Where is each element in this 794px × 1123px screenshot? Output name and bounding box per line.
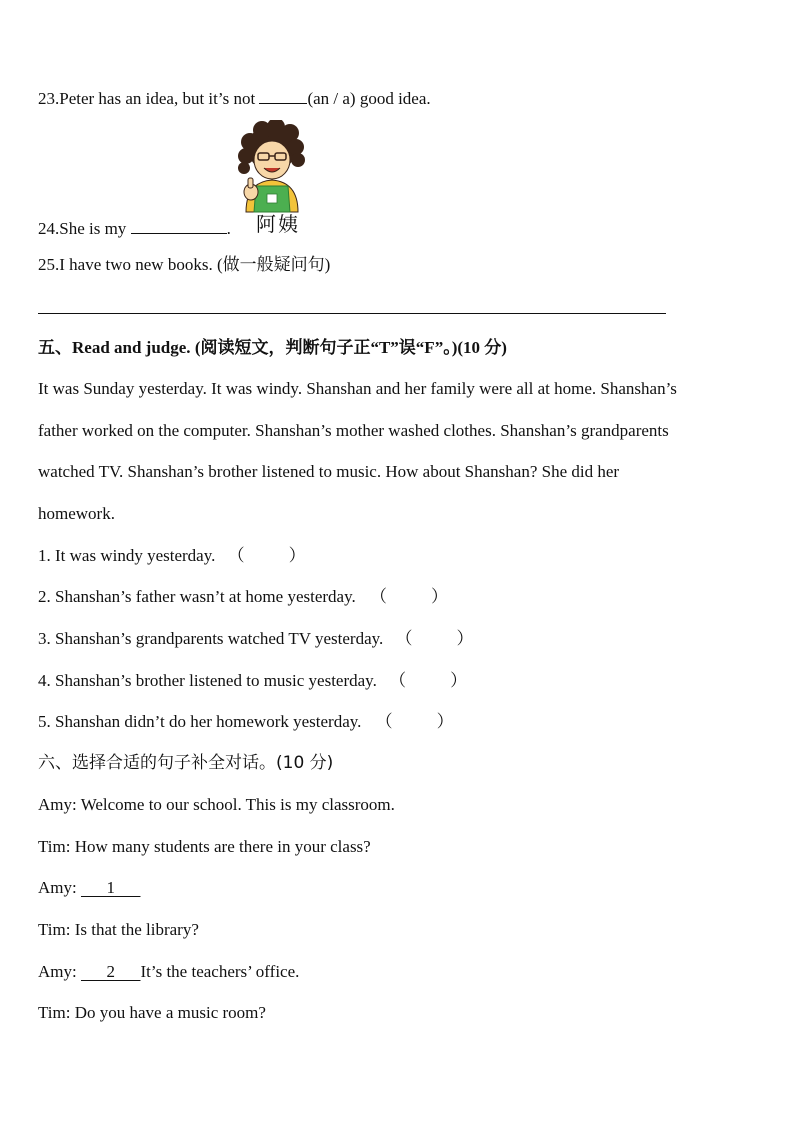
judge-question-text: 1. It was windy yesterday.: [38, 546, 216, 565]
dialogue-speaker: Tim:: [38, 837, 71, 856]
dialogue-speaker: Amy:: [38, 962, 77, 981]
q23-answer-blank[interactable]: [259, 87, 307, 104]
dialogue-blank-2[interactable]: 2: [106, 962, 115, 981]
judge-question-text: 5. Shanshan didn’t do her homework yesterday.: [38, 712, 362, 731]
judge-answer-bracket[interactable]: （ ）: [227, 546, 306, 565]
q23-prefix: 23.Peter has an idea, but it’s not: [38, 89, 256, 108]
dialogue-line: [38, 961, 299, 983]
section-5-title-cn: (阅读短文，判断句子正“T”误“F”。)(10 分): [194, 338, 507, 357]
section-5-title-en: Read and judge.: [72, 338, 191, 357]
section-5-heading: [38, 337, 507, 359]
dialogue-text: Is that the library?: [74, 920, 199, 939]
dialogue-blank-1[interactable]: 1: [106, 878, 115, 897]
passage-line: father worked on the computer. Shanshan’s mother washed clothes. Shanshan’s grandparents: [38, 421, 669, 440]
dialogue-speaker: Amy:: [38, 795, 77, 814]
judge-question-text: 4. Shanshan’s brother listened to music yesterday.: [38, 671, 377, 690]
question-25: 25.I have two new books. (做一般疑问句): [38, 255, 331, 274]
section-6-heading: 六、选择合适的句子补全对话。(10 分): [38, 753, 334, 773]
dialogue-line: [38, 1002, 266, 1024]
judge-question: [38, 586, 448, 608]
judge-question-text: 2. Shanshan’s father wasn’t at home yesterday.: [38, 587, 356, 606]
section-5-number: 五、: [38, 338, 72, 358]
dialogue-speaker: Tim:: [38, 1003, 71, 1022]
q24-suffix: .: [226, 219, 231, 238]
aunt-caption: 阿姨: [256, 212, 300, 236]
passage-line: homework.: [38, 504, 115, 523]
judge-question-text: 3. Shanshan’s grandparents watched TV yesterday.: [38, 629, 384, 648]
q23-suffix: (an / a) good idea.: [307, 89, 431, 108]
judge-question: [38, 711, 454, 733]
judge-answer-bracket[interactable]: （ ）: [375, 712, 454, 731]
judge-answer-bracket[interactable]: （ ）: [395, 629, 474, 648]
dialogue-line: [38, 877, 140, 899]
judge-question: [38, 545, 306, 567]
judge-answer-bracket[interactable]: （ ）: [389, 671, 468, 690]
dialogue-speaker: Tim:: [38, 920, 71, 939]
dialogue-text: Welcome to our school. This is my classroom.: [80, 795, 395, 814]
dialogue-text: Do you have a music room?: [74, 1003, 266, 1022]
dialogue-line: [38, 794, 395, 816]
passage-line: watched TV. Shanshan’s brother listened to music. How about Shanshan? She did her: [38, 462, 620, 481]
dialogue-line: [38, 836, 371, 858]
q25-answer-line[interactable]: [38, 313, 666, 314]
q24-answer-blank[interactable]: [131, 217, 227, 234]
q24-prefix: 24.She is my: [38, 219, 127, 238]
passage-line: It was Sunday yesterday. It was windy. Shanshan and her family were all at home. Shanshan’s: [38, 379, 677, 398]
dialogue-text: How many students are there in your class?: [74, 837, 371, 856]
dialogue-text: It’s the teachers’ office.: [140, 962, 300, 981]
dialogue-speaker: Amy:: [38, 878, 77, 897]
judge-question: [38, 628, 474, 650]
question-24: [38, 217, 231, 240]
dialogue-line: [38, 919, 199, 941]
question-23: [38, 87, 431, 110]
judge-answer-bracket[interactable]: （ ）: [369, 587, 448, 606]
judge-question: [38, 670, 467, 692]
